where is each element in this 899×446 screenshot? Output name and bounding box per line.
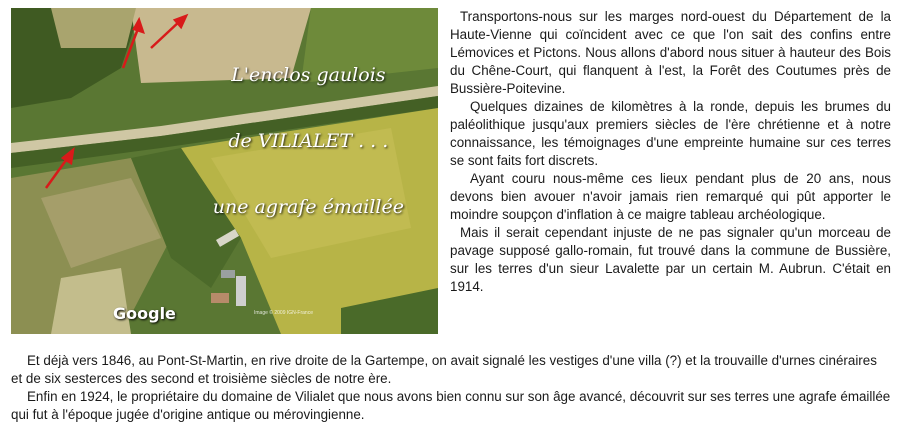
bottom-text (11, 352, 891, 424)
right-column-text (450, 8, 891, 296)
photo-title-line: une agrafe émaillée (212, 196, 404, 218)
paragraph: Ayant couru nous-même ces lieux pendant plus de 20 ans, nous devons bien avouer n'avoir jamais rien remarqué qui pût apporter le moindre soupçon d'inflation à ce maigre tableau archéologique. (450, 171, 891, 222)
google-watermark: Google (113, 304, 176, 323)
aerial-photo (11, 8, 438, 334)
photo-title-line: L'enclos gaulois (231, 64, 386, 86)
image-credit: Image © 2009 IGN-France (254, 310, 313, 316)
photo-title-line: de VILIALET . . . (228, 130, 389, 152)
photo-title (213, 20, 404, 262)
paragraph: Enfin en 1924, le propriétaire du domaine de Vilialet que nous avons bien connu sur son âge avancé, découvrit sur ses terres une agrafe émaillée qui fut à l'époque jugée d'origine antique ou mérovingienne. (11, 389, 891, 422)
paragraph: Quelques dizaines de kilomètres à la ronde, depuis les brumes du paléolithique jusqu'aux premiers siècles de l'ère chrétienne et à notre connaissance, les témoignages d'une empreinte humaine sur ces terres se sont faits fort discrets. (450, 99, 891, 168)
paragraph: Mais il serait cependant injuste de ne pas signaler qu'un morceau de pavage supposé gallo-romain, fut trouvé dans la commune de Bussière, sur les terres d'un sieur Lavalette par un certain M. Aubrun. C'était en 1914. (450, 225, 891, 294)
paragraph: Et déjà vers 1846, au Pont-St-Martin, en rive droite de la Gartempe, on avait signalé les vestiges d'une villa (?) et la trouvaille d'urnes cinéraires et de six sesterces des second et troisième siècles de notre ère. (11, 353, 877, 386)
paragraph: Transportons-nous sur les marges nord-ouest du Département de la Haute-Vienne qui coïncident avec ce que l'on sait des confins entre Lémovices et Pictons. Nous allons d'abord nous situer à hauteur des Bois du Chêne-Court, qui flanquent à l'est, la Forêt des Coutumes près de Bussière-Poitevine. (450, 9, 891, 96)
